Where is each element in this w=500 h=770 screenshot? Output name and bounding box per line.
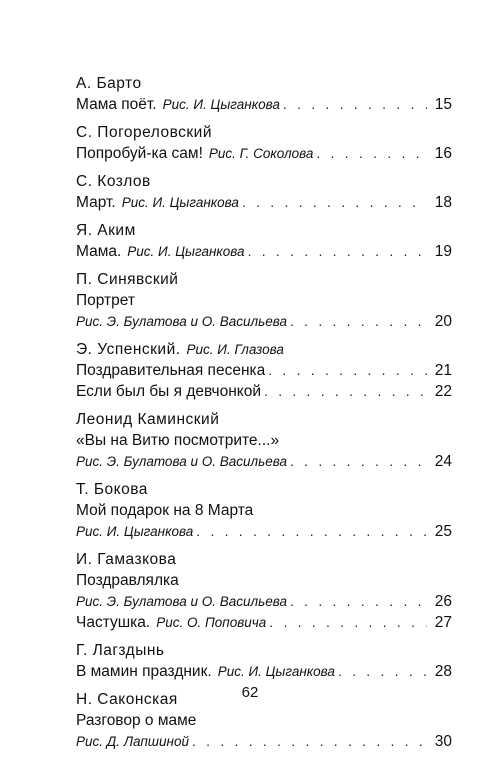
page-ref: 26 (434, 593, 452, 610)
work-title: Мой подарок на 8 Марта (76, 502, 254, 519)
toc-line (76, 731, 452, 752)
dot-leader (196, 521, 427, 542)
toc-line (76, 311, 452, 332)
page-ref: 22 (434, 383, 452, 400)
toc-line (76, 430, 452, 451)
illustrator-credit: Рис. Э. Булатова и О. Васильева (76, 454, 287, 469)
work-title: Мама поёт. (76, 96, 157, 113)
toc-line (76, 570, 452, 591)
page-ref: 21 (434, 362, 452, 379)
toc-entry (76, 269, 452, 332)
toc-line (76, 612, 452, 633)
dot-leader (269, 612, 427, 633)
dot-leader (290, 311, 427, 332)
illustrator-credit: Рис. И. Цыганкова (127, 244, 245, 259)
illustrator-credit: Рис. Г. Соколова (208, 146, 314, 161)
toc-line (76, 451, 452, 472)
work-title: Мама. (76, 243, 122, 260)
toc-line (76, 192, 452, 213)
illustrator-credit: Рис. Д. Лапшиной (76, 734, 189, 749)
dot-leader (192, 731, 427, 752)
dot-leader (268, 360, 427, 381)
author-name: Т. Бокова (76, 481, 148, 498)
illustrator-credit: Рис. Э. Булатова и О. Васильева (76, 594, 287, 609)
dot-leader (242, 192, 427, 213)
illustrator-credit: Рис. И. Цыганкова (162, 97, 280, 112)
work-title: Поздравительная песенка (76, 362, 266, 379)
author-name: П. Синявский (76, 271, 179, 288)
dot-leader (290, 451, 427, 472)
page-ref: 27 (434, 614, 452, 631)
page-ref: 28 (434, 663, 452, 680)
toc-line (76, 521, 452, 542)
author-name: Н. Саконская (76, 691, 178, 708)
work-title: Если был бы я девчонкой (76, 383, 262, 400)
page-ref: 15 (434, 96, 452, 113)
toc-entry (76, 409, 452, 472)
author-name: Э. Успенский. (76, 341, 181, 358)
toc-line (76, 241, 452, 262)
work-title: Поздравлялка (76, 572, 179, 589)
dot-leader (290, 591, 427, 612)
page-ref: 25 (434, 523, 452, 540)
illustrator-credit: Рис. Э. Булатова и О. Васильева (76, 314, 287, 329)
page-ref: 19 (434, 243, 452, 260)
work-title: Попробуй-ка сам! (76, 145, 203, 162)
author-name: Я. Аким (76, 222, 136, 239)
page-ref: 30 (434, 733, 452, 750)
toc-entry (76, 73, 452, 115)
work-title: Разговор о маме (76, 712, 197, 729)
dot-leader (283, 94, 427, 115)
table-of-contents (76, 73, 452, 759)
toc-entry (76, 549, 452, 633)
toc-entry (76, 339, 452, 402)
work-title: Март. (76, 194, 116, 211)
toc-line (76, 94, 452, 115)
page-ref: 18 (434, 194, 452, 211)
author-name: Г. Лагздынь (76, 642, 165, 659)
toc-line (76, 381, 452, 402)
toc-line (76, 143, 452, 164)
toc-entry (76, 479, 452, 542)
toc-entry (76, 171, 452, 213)
author-name: А. Барто (76, 75, 142, 92)
dot-leader (264, 381, 427, 402)
work-title: «Вы на Витю посмотрите...» (76, 432, 280, 449)
page-ref: 16 (434, 145, 452, 162)
dot-leader (248, 241, 427, 262)
dot-leader (338, 661, 427, 682)
toc-line (76, 661, 452, 682)
illustrator-credit: Рис. И. Глазова (186, 342, 284, 357)
toc-line (76, 710, 452, 731)
illustrator-credit: Рис. И. Цыганкова (217, 664, 335, 679)
author-name: И. Гамазкова (76, 551, 177, 568)
author-name: С. Погореловский (76, 124, 212, 141)
page-number: 62 (241, 684, 259, 701)
page-ref: 24 (434, 453, 452, 470)
toc-line (76, 290, 452, 311)
work-title: Частушка. (76, 614, 151, 631)
illustrator-credit: Рис. И. Цыганкова (76, 524, 194, 539)
work-title: Портрет (76, 292, 135, 309)
author-name: Леонид Каминский (76, 411, 220, 428)
toc-entry (76, 220, 452, 262)
toc-line (76, 591, 452, 612)
work-title: В мамин праздник. (76, 663, 212, 680)
dot-leader (316, 143, 427, 164)
illustrator-credit: Рис. О. Поповича (156, 615, 267, 630)
illustrator-credit: Рис. И. Цыганкова (121, 195, 239, 210)
toc-line (76, 360, 452, 381)
page-ref: 20 (434, 313, 452, 330)
author-name: С. Козлов (76, 173, 151, 190)
toc-entry (76, 640, 452, 682)
toc-line (76, 500, 452, 521)
toc-entry (76, 122, 452, 164)
